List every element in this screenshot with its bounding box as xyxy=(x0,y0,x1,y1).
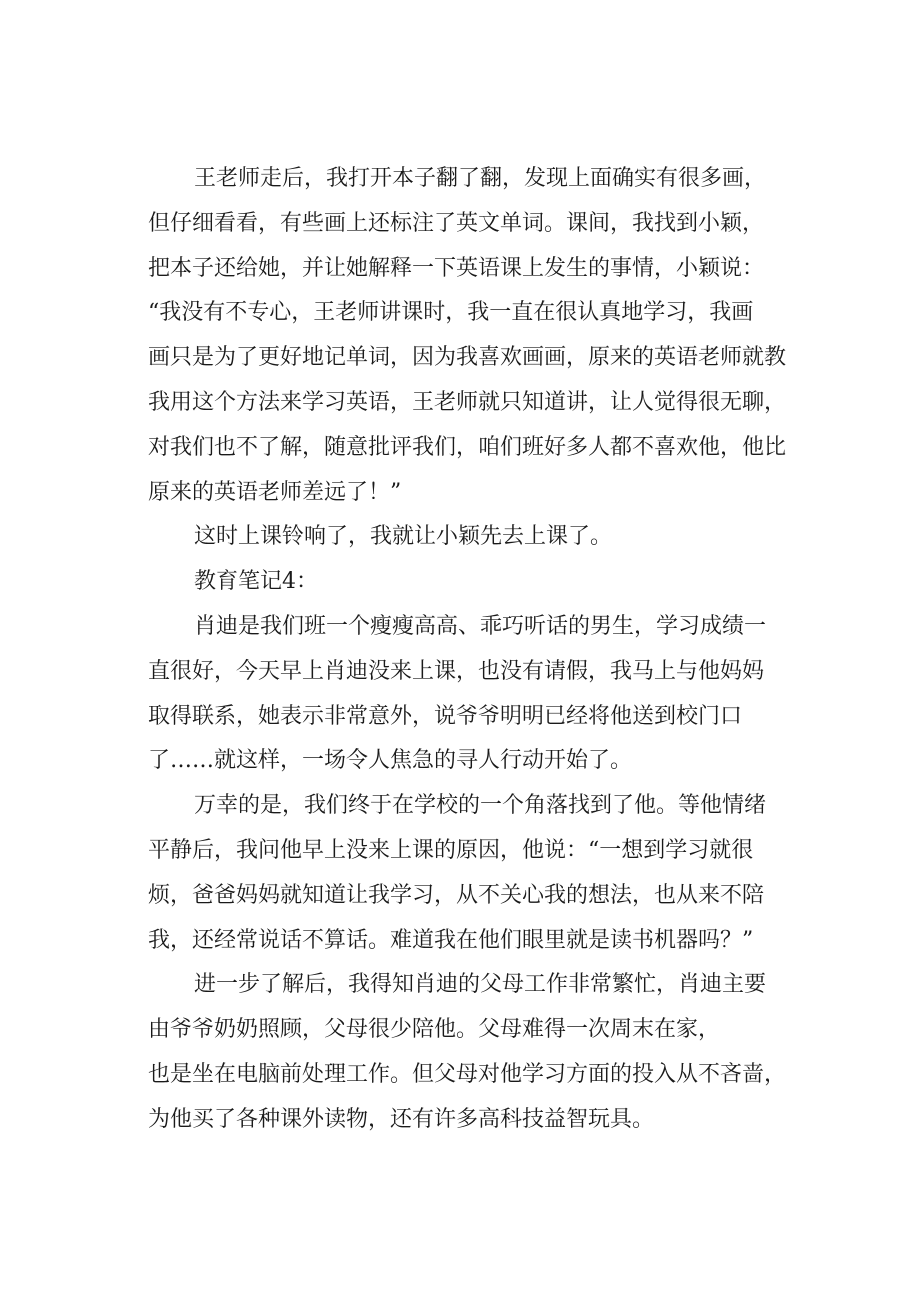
paragraph-line: 进一步了解后，我得知肖迪的父母工作非常繁忙，肖迪主要 xyxy=(194,972,767,998)
paragraph-line: 但仔细看看，有些画上还标注了英文单词。课间，我找到小颖， xyxy=(148,210,765,236)
paragraph-line: 我用这个方法来学习英语，王老师就只知道讲，让人觉得很无聊， xyxy=(148,389,787,415)
paragraph-line: 王老师走后，我打开本子翻了翻，发现上面确实有很多画， xyxy=(194,166,767,191)
paragraph-line: 原来的英语老师差远了！” xyxy=(148,479,402,505)
paragraph-line: 把本子还给她，并让她解释一下英语课上发生的事情，小颖说： xyxy=(148,255,765,281)
paragraph-line: 我，还经常说话不算话。难道我在他们眼里就是读书机器吗？” xyxy=(148,927,754,953)
paragraph-line: 画只是为了更好地记单词，因为我喜欢画画，原来的英语老师就教 xyxy=(148,345,787,371)
section-heading: 教育笔记4： xyxy=(194,569,318,595)
paragraph-line: 为他买了各种课外读物，还有许多高科技益智玩具。 xyxy=(148,1106,655,1132)
paragraph-line: 了……就这样，一场令人焦急的寻人行动开始了。 xyxy=(148,748,633,774)
paragraph-line: 由爷爷奶奶照顾，父母很少陪他。父母难得一次周末在家， xyxy=(148,1017,721,1043)
paragraph-line: 直很好，今天早上肖迪没来上课，也没有请假，我马上与他妈妈 xyxy=(148,658,765,684)
document-body xyxy=(148,157,820,1143)
paragraph-line: 取得联系，她表示非常意外，说爷爷明明已经将他送到校门口 xyxy=(148,703,743,729)
paragraph-line: “我没有不专心，王老师讲课时，我一直在很认真地学习，我画 xyxy=(148,300,754,326)
paragraph-line: 对我们也不了解，随意批评我们，咱们班好多人都不喜欢他，他比 xyxy=(148,434,787,460)
paragraph-line: 也是坐在电脑前处理工作。但父母对他学习方面的投入从不吝啬， xyxy=(148,1061,787,1087)
paragraph-line: 万幸的是，我们终于在学校的一个角落找到了他。等他情绪 xyxy=(194,793,767,819)
paragraph-line: 烦，爸爸妈妈就知道让我学习，从不关心我的想法，也从来不陪 xyxy=(148,882,765,908)
paragraph-line: 平静后，我问他早上没来上课的原因，他说：“一想到学习就很 xyxy=(148,837,754,863)
paragraph-line: 肖迪是我们班一个瘦瘦高高、乖巧听话的男生，学习成绩一 xyxy=(194,613,767,639)
paragraph-line: 这时上课铃响了，我就让小颖先去上课了。 xyxy=(194,524,613,550)
